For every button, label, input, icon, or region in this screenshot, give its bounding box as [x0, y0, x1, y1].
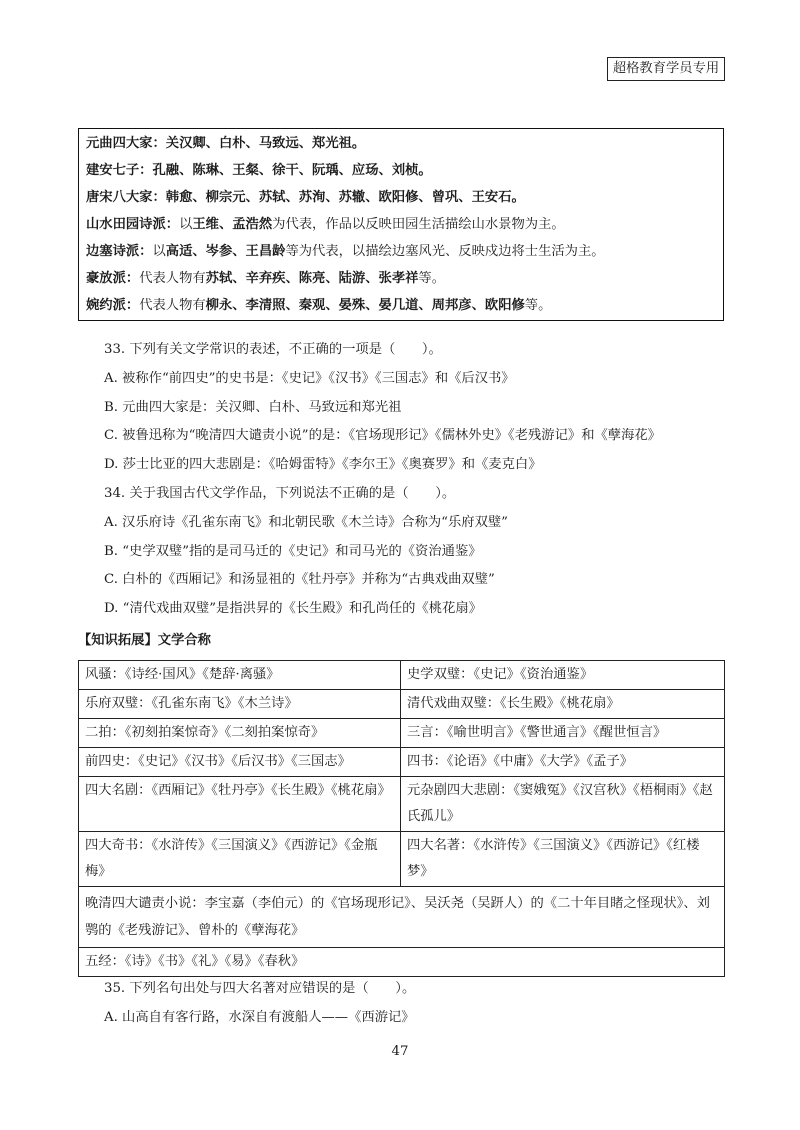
table-cell: 四大名剧：《西厢记》《牡丹亭》《长生殿》《桃花扇》: [79, 777, 401, 832]
summary-term: 山水田园诗派：: [86, 217, 180, 232]
summary-line-wanyue-school: [86, 292, 716, 319]
summary-line-jianan-seven: [86, 157, 716, 184]
summary-text: 等。: [524, 298, 552, 313]
table-cell: 史学双璧：《史记》《资治通鉴》: [401, 661, 725, 690]
question-34-option-b: B. “史学双璧”指的是司马迁的《史记》和司马光的《资治通鉴》: [104, 543, 482, 559]
summary-names: 关汉卿、白朴、马致远、郑光祖。: [165, 136, 366, 151]
question-34-option-c: C. 白朴的《西厢记》和汤显祖的《牡丹亭》并称为“古典戏曲双璧”: [104, 572, 495, 588]
table-cell: 三言：《喻世明言》《警世通言》《醒世恒言》: [401, 719, 725, 748]
table-row: [79, 832, 725, 887]
table-row: [79, 690, 725, 719]
summary-line-haofang-school: [86, 265, 716, 292]
table-cell: 二拍：《初刻拍案惊奇》《二刻拍案惊奇》: [79, 719, 401, 748]
summary-text: 以: [152, 244, 166, 259]
question-35-stem: 35. 下列名句出处与四大名著对应错误的是（ ）。: [104, 981, 416, 996]
questions-33-34: [104, 336, 661, 624]
summary-term: 元曲四大家：: [86, 136, 166, 151]
table-row: [79, 948, 725, 977]
literary-collective-names-table: [78, 660, 725, 977]
summary-term: 建安七子：: [86, 163, 153, 178]
summary-text: 为代表，作品以反映田园生活描绘山水景物为主。: [272, 217, 565, 232]
summary-line-pastoral-school: [86, 211, 716, 238]
question-35-option-a: A. 山高自有客行路，水深自有渡船人——《西游记》: [104, 1010, 415, 1025]
summary-text: 等为代表，以描绘边塞风光、反映戍边将士生活为主。: [285, 244, 605, 259]
table-row: [79, 887, 725, 948]
summary-text: 等。: [418, 271, 446, 286]
page-number: 47: [391, 1044, 409, 1059]
table-row: [79, 719, 725, 748]
question-33-option-b: B. 元曲四大家是：关汉卿、白朴、马致远和郑光祖: [104, 399, 402, 415]
knowledge-extension-heading: 【知识拓展】文学合称: [78, 633, 211, 648]
summary-names: 孔融、陈琳、王粲、徐干、阮瑀、应玚、刘桢。: [152, 163, 432, 178]
summary-term: 婉约派：: [86, 298, 140, 313]
summary-text: 代表人物有: [139, 271, 206, 286]
question-34-stem: 34. 关于我国古代文学作品，下列说法不正确的是（ ）。: [104, 485, 456, 501]
summary-term: 边塞诗派：: [86, 244, 153, 259]
table-row: [79, 661, 725, 690]
summary-names: 柳永、李清照、秦观、晏殊、晏几道、周邦彦、欧阳修: [205, 298, 525, 313]
summary-text: 代表人物有: [139, 298, 206, 313]
summary-text: 以: [179, 217, 193, 232]
table-cell: 元杂剧四大悲剧：《窦娥冤》《汉宫秋》《梧桐雨》《赵氏孤儿》: [401, 777, 725, 832]
table-cell: 风骚：《诗经·国风》《楚辞·离骚》: [79, 661, 401, 690]
question-33-option-a: A. 被称作“前四史”的史书是：《史记》《汉书》《三国志》和《后汉书》: [104, 370, 515, 386]
table-cell: 清代戏曲双璧：《长生殿》《桃花扇》: [401, 690, 725, 719]
table-cell: 乐府双璧：《孔雀东南飞》《木兰诗》: [79, 690, 401, 719]
header-badge: 超格教育学员专用: [607, 57, 725, 81]
summary-line-tang-song-eight: [86, 184, 716, 211]
question-35: [104, 974, 415, 1032]
summary-box: [78, 128, 724, 321]
question-34-option-d: D. “清代戏曲双璧”是指洪昇的《长生殿》和孔尚任的《桃花扇》: [104, 601, 482, 617]
table-row: [79, 748, 725, 777]
table-cell: 晚清四大谴责小说：李宝嘉（李伯元）的《官场现形记》、吴沃尧（吴趼人）的《二十年目睹之怪现状》、刘鹗的《老残游记》、曾朴的《孽海花》: [79, 887, 725, 948]
summary-names: 王维、孟浩然: [192, 217, 273, 232]
summary-names: 苏轼、辛弃疾、陈亮、陆游、张孝祥: [205, 271, 419, 286]
summary-line-yuanqu-four-masters: [86, 130, 716, 157]
summary-term: 豪放派：: [86, 271, 140, 286]
table-cell: 五经：《诗》《书》《礼》《易》《春秋》: [79, 948, 725, 977]
table-cell: 四书：《论语》《中庸》《大学》《孟子》: [401, 748, 725, 777]
summary-names: 韩愈、柳宗元、苏轼、苏洵、苏辙、欧阳修、曾巩、王安石。: [165, 190, 525, 205]
question-34-option-a: A. 汉乐府诗《孔雀东南飞》和北朝民歌《木兰诗》合称为“乐府双璧”: [104, 514, 508, 530]
table-cell: 四大奇书：《水浒传》《三国演义》《西游记》《金瓶梅》: [79, 832, 401, 887]
question-33-option-c: C. 被鲁迅称为“晚清四大谴责小说”的是：《官场现形记》《儒林外史》《老残游记》和《孽海花》: [104, 428, 661, 444]
summary-line-frontier-school: [86, 238, 716, 265]
table-cell: 前四史：《史记》《汉书》《后汉书》《三国志》: [79, 748, 401, 777]
question-33-stem: 33. 下列有关文学常识的表述，不正确的一项是（ ）。: [104, 342, 442, 357]
summary-names: 高适、岑参、王昌龄: [165, 244, 286, 259]
table-row: [79, 777, 725, 832]
summary-term: 唐宋八大家：: [86, 190, 166, 205]
table-cell: 四大名著：《水浒传》《三国演义》《西游记》《红楼梦》: [401, 832, 725, 887]
question-33-option-d: D. 莎士比亚的四大悲剧是：《哈姆雷特》《李尔王》《奥赛罗》和《麦克白》: [104, 457, 542, 473]
